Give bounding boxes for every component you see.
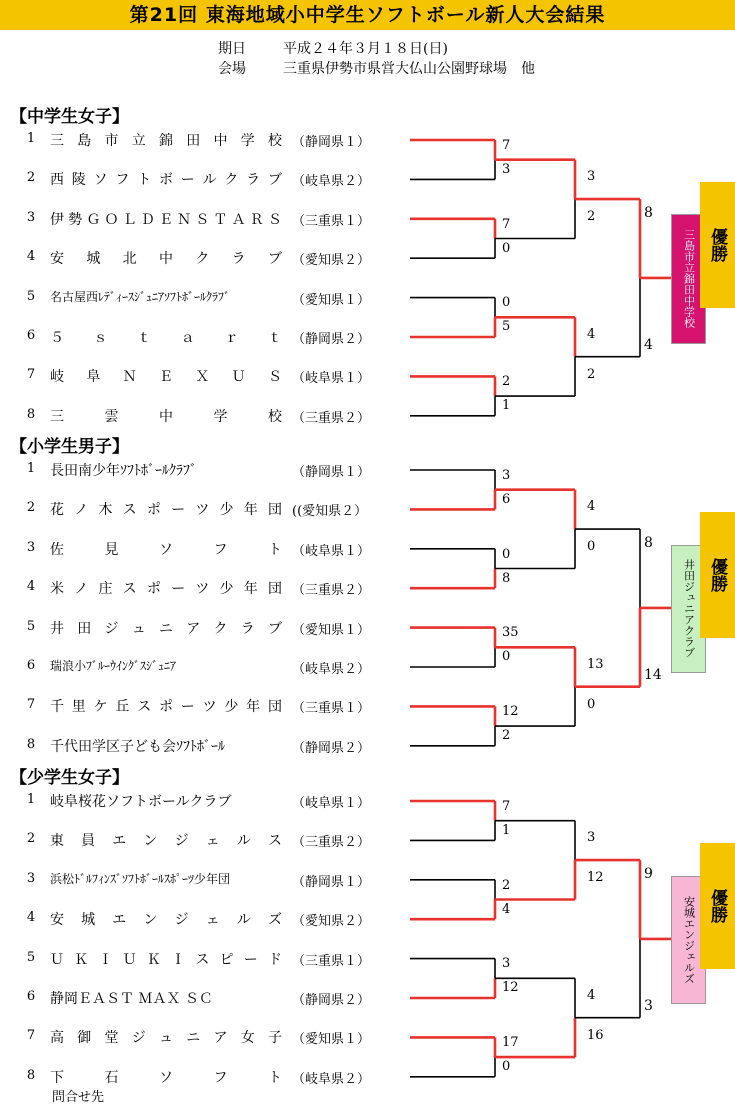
team-name-char: ソ — [159, 1069, 173, 1086]
score-r2: 0 — [587, 696, 596, 712]
team-prefecture: （愛知県２） — [292, 253, 371, 269]
team-name — [50, 1067, 282, 1087]
team-name-char: 校 — [268, 133, 282, 149]
score-r2: 12 — [587, 870, 604, 886]
team-name-char: 団 — [267, 699, 282, 716]
team-prefecture: （岐阜県１） — [292, 543, 371, 559]
team-name-char: ア — [213, 1030, 228, 1047]
team-name-char: 田 — [186, 133, 201, 149]
team-name-char: エ — [112, 833, 127, 850]
team-name-char: 校 — [268, 408, 282, 425]
team-name-char: 年 — [243, 502, 258, 519]
score-r1: 1 — [502, 822, 511, 838]
team-name-char: ボ — [158, 172, 173, 189]
date-value: 平成２４年３月１８日(日) — [283, 41, 448, 57]
team-prefecture: （岐阜県２） — [292, 662, 371, 677]
team-number: 4 — [26, 579, 36, 595]
team-name-char: ソ — [93, 172, 108, 189]
team-prefecture: （静岡県２） — [292, 332, 371, 347]
team-name — [50, 949, 282, 969]
team-prefecture: （三重県１） — [292, 213, 371, 229]
team-name: 千代田学区子ども会ｿﾌﾄﾎﾞｰﾙ — [50, 738, 225, 755]
team-name-char: 島 — [77, 133, 92, 149]
team-name-char: 御 — [77, 1030, 92, 1047]
team-name-char: ル — [236, 912, 251, 929]
team-prefecture: （岐阜県２） — [292, 1071, 371, 1087]
team-name-char: ｔ — [267, 330, 282, 346]
score-r1: 8 — [502, 570, 511, 586]
team-prefecture: （岐阜県２） — [292, 174, 371, 190]
team-name-char: ポ — [158, 699, 173, 716]
team-name-char: ニ — [186, 1030, 201, 1047]
team-name-char: ｒ — [224, 330, 239, 346]
team-name-char: 佐 — [50, 541, 64, 558]
team-name-char: 堂 — [104, 1030, 119, 1047]
team-name-char: Ｒ — [249, 211, 264, 228]
team-name-char: 中 — [158, 251, 173, 268]
team-name — [50, 248, 282, 268]
team-prefecture: （静岡県２） — [292, 740, 371, 756]
team-name-char: 中 — [159, 408, 173, 425]
footer-contact: 問合せ先 — [52, 1090, 105, 1105]
team-name-char: 城 — [86, 251, 101, 268]
team-name-char: 中 — [213, 133, 228, 149]
team-name-char: ン — [143, 912, 158, 929]
score-r1: 17 — [502, 1035, 519, 1051]
team-name: 名古屋西ﾚﾃﾞｨｰｽｼﾞｭﾆｱｿﾌﾄﾎﾞｰﾙｸﾗﾌﾞ — [50, 289, 231, 304]
team-name-char: ジ — [104, 620, 119, 637]
team-name-char: ー — [180, 699, 195, 716]
score-r2: 0 — [587, 539, 596, 555]
team-name-char: ピ — [219, 951, 234, 968]
score-r1: 12 — [502, 704, 519, 720]
team-name-char: ブ — [267, 172, 282, 189]
team-number: 6 — [26, 328, 36, 343]
score-r1: 3 — [502, 161, 511, 177]
score-r1: 12 — [502, 980, 519, 996]
team-name-char: 西 — [50, 172, 64, 189]
score-final: 4 — [644, 336, 653, 353]
team-name-char: ｔ — [137, 330, 152, 346]
team-name-char: 陵 — [71, 172, 86, 189]
team-name-char: 丘 — [115, 699, 130, 716]
score-r1: 0 — [502, 240, 511, 256]
team-name-char: ａ — [180, 330, 195, 346]
team-name-char: Ｎ — [177, 211, 192, 228]
team-name — [50, 909, 282, 929]
team-name-char: Ｅ — [158, 211, 173, 228]
team-number: 3 — [26, 209, 36, 225]
team-name-char: Ｎ — [122, 369, 137, 386]
team-name-char: 団 — [267, 581, 282, 598]
team-name-char: ニ — [159, 620, 173, 637]
team-name-char: 城 — [81, 912, 96, 929]
team-number: 1 — [26, 131, 36, 146]
team-name-char: 年 — [243, 581, 258, 598]
champion-label: 優勝 — [707, 888, 727, 923]
score-final: 8 — [644, 535, 653, 552]
team-name-char: ポ — [146, 581, 161, 598]
team-prefecture: （三重県２） — [292, 583, 371, 599]
team-name-char: ス — [267, 833, 282, 850]
section-heading: 【小学生男子】 — [10, 437, 129, 457]
team-name-char: Ｇ — [86, 211, 101, 228]
team-name-char: 田 — [77, 620, 92, 637]
team-name-char: Ｋ — [74, 951, 89, 968]
team-name-char: Ｓ — [267, 211, 282, 228]
team-prefecture: ((愛知県２） — [292, 504, 368, 520]
team-number: 4 — [26, 249, 36, 265]
team-name-char: ツ — [195, 581, 210, 598]
team-prefecture: （三重県１） — [292, 953, 371, 969]
score-r1: 0 — [502, 546, 511, 562]
team-name-char: ツ — [195, 502, 210, 519]
score-r1: 0 — [502, 1059, 511, 1075]
team-name-char: ー — [171, 502, 186, 519]
team-name-char: 米 — [50, 581, 64, 598]
section-heading: 【中学生女子】 — [10, 107, 129, 127]
team-prefecture: （三重県２） — [292, 410, 371, 426]
team-name — [50, 578, 282, 598]
team-name — [50, 169, 282, 189]
team-name-char: ー — [180, 172, 195, 189]
team-name-char: Ｄ — [140, 211, 155, 228]
team-name-char: 安 — [50, 251, 64, 268]
team-name-char: 市 — [104, 133, 119, 149]
team-number: 7 — [26, 1028, 36, 1044]
team-name-char: ア — [186, 620, 201, 637]
team-name-char: ク — [213, 620, 228, 637]
team-name-char: 木 — [98, 502, 113, 519]
team-prefecture: （愛知県１） — [292, 1032, 371, 1048]
team-name — [50, 366, 282, 386]
team-number: 2 — [26, 170, 36, 186]
team-name-char: ジ — [131, 1030, 146, 1047]
score-r1: 5 — [502, 319, 511, 335]
team-name-char: ク — [195, 251, 210, 268]
team-name-char: ジ — [174, 833, 189, 850]
team-name-char: エ — [112, 912, 127, 929]
score-r1: 2 — [502, 877, 511, 893]
team-name-char: ノ — [74, 581, 89, 598]
team-name-char: 庄 — [98, 581, 113, 598]
team-number: 8 — [26, 406, 36, 422]
team-name-char: ー — [171, 581, 186, 598]
team-name-char: ノ — [74, 502, 89, 519]
score-r2: 4 — [587, 987, 596, 1003]
team-name-char: フ — [115, 172, 130, 189]
team-name-char: ル — [202, 172, 217, 189]
team-name-char: ズ — [267, 912, 282, 929]
team-name — [50, 539, 282, 559]
team-name-char: 少 — [219, 581, 234, 598]
team-name-char: 見 — [104, 541, 119, 558]
team-number: 8 — [26, 1067, 36, 1083]
score-r1: 4 — [502, 901, 511, 917]
team-name-char: 井 — [50, 620, 64, 637]
score-r2: 3 — [587, 169, 596, 185]
team-name-char: ト — [268, 1069, 282, 1086]
score-r2: 13 — [587, 656, 604, 672]
team-name-char: ラ — [246, 172, 261, 189]
team-name-char: 高 — [50, 1030, 64, 1047]
team-name-char: Ｓ — [195, 211, 210, 228]
team-name-char: ク — [224, 172, 239, 189]
team-prefecture: （静岡県２） — [292, 993, 371, 1008]
team-name-char: ン — [143, 833, 158, 850]
team-name-char: ス — [122, 581, 137, 598]
team-name-char: 少 — [219, 502, 234, 519]
team-name-char: ラ — [231, 251, 246, 268]
champion-label: 優勝 — [707, 227, 727, 262]
team-name-char: ル — [236, 833, 251, 850]
score-r1: 6 — [502, 491, 511, 507]
team-prefecture: （岐阜県１） — [292, 371, 371, 387]
team-name-char: ジ — [174, 912, 189, 929]
section-heading: 【少学生女子】 — [10, 768, 129, 788]
score-r2: 4 — [587, 326, 596, 342]
team-name: 静岡ＥＡＳＴ ＭＡＸ ＳＣ — [50, 991, 213, 1007]
team-name-char: 里 — [71, 699, 86, 716]
team-number: 3 — [26, 870, 36, 886]
team-number: 5 — [26, 949, 36, 965]
team-name-char: 少 — [224, 699, 239, 716]
score-r1: 3 — [502, 467, 511, 483]
team-name-char: ェ — [205, 833, 220, 850]
team-name-char: ュ — [159, 1030, 173, 1047]
team-name — [50, 327, 282, 347]
team-name-char: 勢 — [68, 211, 83, 228]
date-label: 期日 — [218, 41, 246, 57]
team-name-char: ポ — [146, 502, 161, 519]
team-name-char: Ｌ — [122, 211, 137, 228]
score-r1: 2 — [502, 374, 511, 390]
team-name-char: ド — [267, 951, 282, 968]
venue-label: 会場 — [218, 61, 246, 77]
team-name-char: 女 — [240, 1030, 255, 1047]
team-name-char: 岐 — [50, 369, 64, 386]
team-name-char: Ｅ — [158, 369, 173, 386]
team-name-char: ス — [122, 502, 137, 519]
team-name: 浜松ﾄﾞﾙﾌｨﾝｽﾞｿﾌﾄﾎﾞｰﾙｽﾎﾟｰﾂ少年団 — [50, 871, 231, 886]
team-name-char: 錦 — [159, 133, 173, 149]
team-name-char: ス — [195, 951, 210, 968]
team-name-char: 北 — [122, 251, 137, 268]
champion-label: 優勝 — [707, 557, 727, 592]
team-name-char: 子 — [268, 1030, 282, 1047]
team-name-char: Ｕ — [122, 951, 137, 968]
score-r2: 2 — [587, 366, 596, 382]
team-name — [50, 406, 282, 426]
team-name-char: ュ — [131, 620, 146, 637]
team-name — [50, 696, 282, 716]
team-name-char: ブ — [267, 251, 282, 268]
team-name-char: Ｔ — [213, 211, 228, 228]
team-prefecture: （愛知県１） — [292, 292, 371, 308]
team-name-char: Ｕ — [50, 951, 64, 968]
team-prefecture: （静岡県１） — [292, 135, 371, 150]
team-number: 7 — [26, 367, 36, 383]
team-name-char: ス — [137, 699, 152, 716]
team-number: 8 — [26, 736, 36, 752]
champion-banner — [700, 182, 735, 308]
team-name-char: ツ — [202, 699, 217, 716]
team-prefecture: （三重県１） — [292, 701, 371, 717]
team-number: 6 — [26, 989, 36, 1004]
team-name — [50, 499, 282, 519]
team-number: 2 — [26, 500, 36, 516]
champion-name: 三島市立錦田中学校 — [682, 229, 696, 329]
team-name-char: Ｕ — [231, 369, 246, 386]
score-r1: 1 — [502, 398, 511, 414]
score-final: 8 — [644, 205, 653, 222]
team-name-char: Ｉ — [98, 951, 113, 968]
score-r2: 3 — [587, 830, 596, 846]
score-r1: 7 — [502, 798, 511, 814]
team-number: 5 — [26, 288, 36, 304]
team-name-char: ５ — [50, 330, 64, 346]
team-name-char: ェ — [205, 912, 220, 929]
score-final: 3 — [644, 997, 653, 1014]
champion-name: 井田ジュニアクラブ — [682, 559, 696, 659]
team-number: 3 — [26, 539, 36, 555]
team-name-char: ラ — [240, 620, 255, 637]
team-prefecture: （愛知県２） — [292, 914, 371, 930]
team-prefecture: （岐阜県１） — [292, 796, 371, 811]
team-prefecture: （静岡県１） — [292, 465, 371, 480]
team-name-char: 三 — [50, 408, 64, 425]
team-name-char: ー — [243, 951, 258, 968]
score-r1: 0 — [502, 649, 511, 665]
score-r1: 2 — [502, 728, 511, 744]
team-number: 4 — [26, 910, 36, 926]
team-name-char: 千 — [50, 699, 64, 716]
team-name-char: Ｉ — [171, 951, 186, 968]
team-name-char: Ａ — [231, 211, 246, 228]
score-r1: 7 — [502, 137, 511, 153]
team-name: 岐阜桜花ソフトボールクラブ — [50, 794, 232, 810]
team-name-char: Ｋ — [146, 951, 161, 968]
team-name-char: 雲 — [104, 408, 119, 425]
score-final: 9 — [644, 866, 653, 883]
team-prefecture: （愛知県１） — [292, 622, 371, 638]
team-name: 長田南少年ｿﾌﾄﾎﾞｰﾙｸﾗﾌﾞ — [50, 463, 197, 479]
team-name-char: 石 — [104, 1069, 119, 1086]
team-name-char: ソ — [159, 541, 173, 558]
venue-value: 三重県伊勢市県営大仏山公園野球場 他 — [283, 61, 535, 77]
team-number: 2 — [26, 831, 36, 847]
team-name-char: 三 — [50, 133, 64, 149]
team-name-char: 安 — [50, 912, 64, 929]
team-name-char: フ — [213, 1069, 228, 1086]
score-r2: 16 — [587, 1027, 604, 1043]
team-name-char: Ｏ — [104, 211, 119, 228]
team-name-char: 学 — [240, 133, 255, 149]
champion-banner — [700, 843, 735, 969]
team-name — [50, 1027, 282, 1047]
team-prefecture: （静岡県１） — [292, 874, 371, 890]
team-name-char: 花 — [50, 502, 64, 519]
team-name-char: 員 — [81, 833, 96, 850]
team-name-char: ケ — [93, 699, 108, 716]
team-name-char: ト — [137, 172, 152, 189]
team-name: 瑞浪小ﾌﾞﾙｰｳｲﾝｸﾞｽｼﾞｭﾆｱ — [50, 659, 177, 673]
page-title: 第21回 東海地域小中学生ソフトボール新人大会結果 — [0, 0, 735, 30]
team-name — [50, 618, 282, 638]
team-number: 7 — [26, 697, 36, 713]
team-name-char: 伊 — [50, 211, 64, 228]
score-final: 14 — [644, 666, 662, 683]
team-number: 6 — [26, 658, 36, 673]
team-name-char: ｓ — [93, 330, 108, 346]
score-r1: 3 — [502, 956, 511, 972]
team-number: 5 — [26, 618, 36, 634]
team-number: 1 — [26, 792, 36, 807]
team-name-char: ト — [268, 541, 282, 558]
score-r1: 0 — [502, 295, 511, 311]
champion-banner — [700, 512, 735, 638]
team-name-char: ブ — [268, 620, 282, 637]
team-prefecture: （三重県２） — [292, 835, 371, 851]
score-r1: 35 — [502, 625, 519, 641]
team-name-char: 学 — [213, 408, 228, 425]
score-r2: 2 — [587, 209, 596, 225]
team-name-char: 立 — [131, 133, 146, 149]
team-name-char: 団 — [267, 502, 282, 519]
team-name-char: フ — [213, 541, 228, 558]
team-name — [50, 830, 282, 850]
score-r2: 4 — [587, 499, 596, 515]
team-name-char: 阜 — [86, 369, 101, 386]
team-name-char: Ｓ — [267, 369, 282, 386]
team-number: 1 — [26, 461, 36, 476]
team-name — [50, 209, 282, 229]
team-name-char: 下 — [50, 1069, 64, 1086]
team-name-char: 東 — [50, 833, 64, 850]
team-name-char: Ｘ — [195, 369, 210, 386]
score-r1: 7 — [502, 216, 511, 232]
champion-name: 安城エンジェルズ — [682, 895, 696, 984]
team-name — [50, 130, 282, 150]
team-name-char: 年 — [246, 699, 261, 716]
